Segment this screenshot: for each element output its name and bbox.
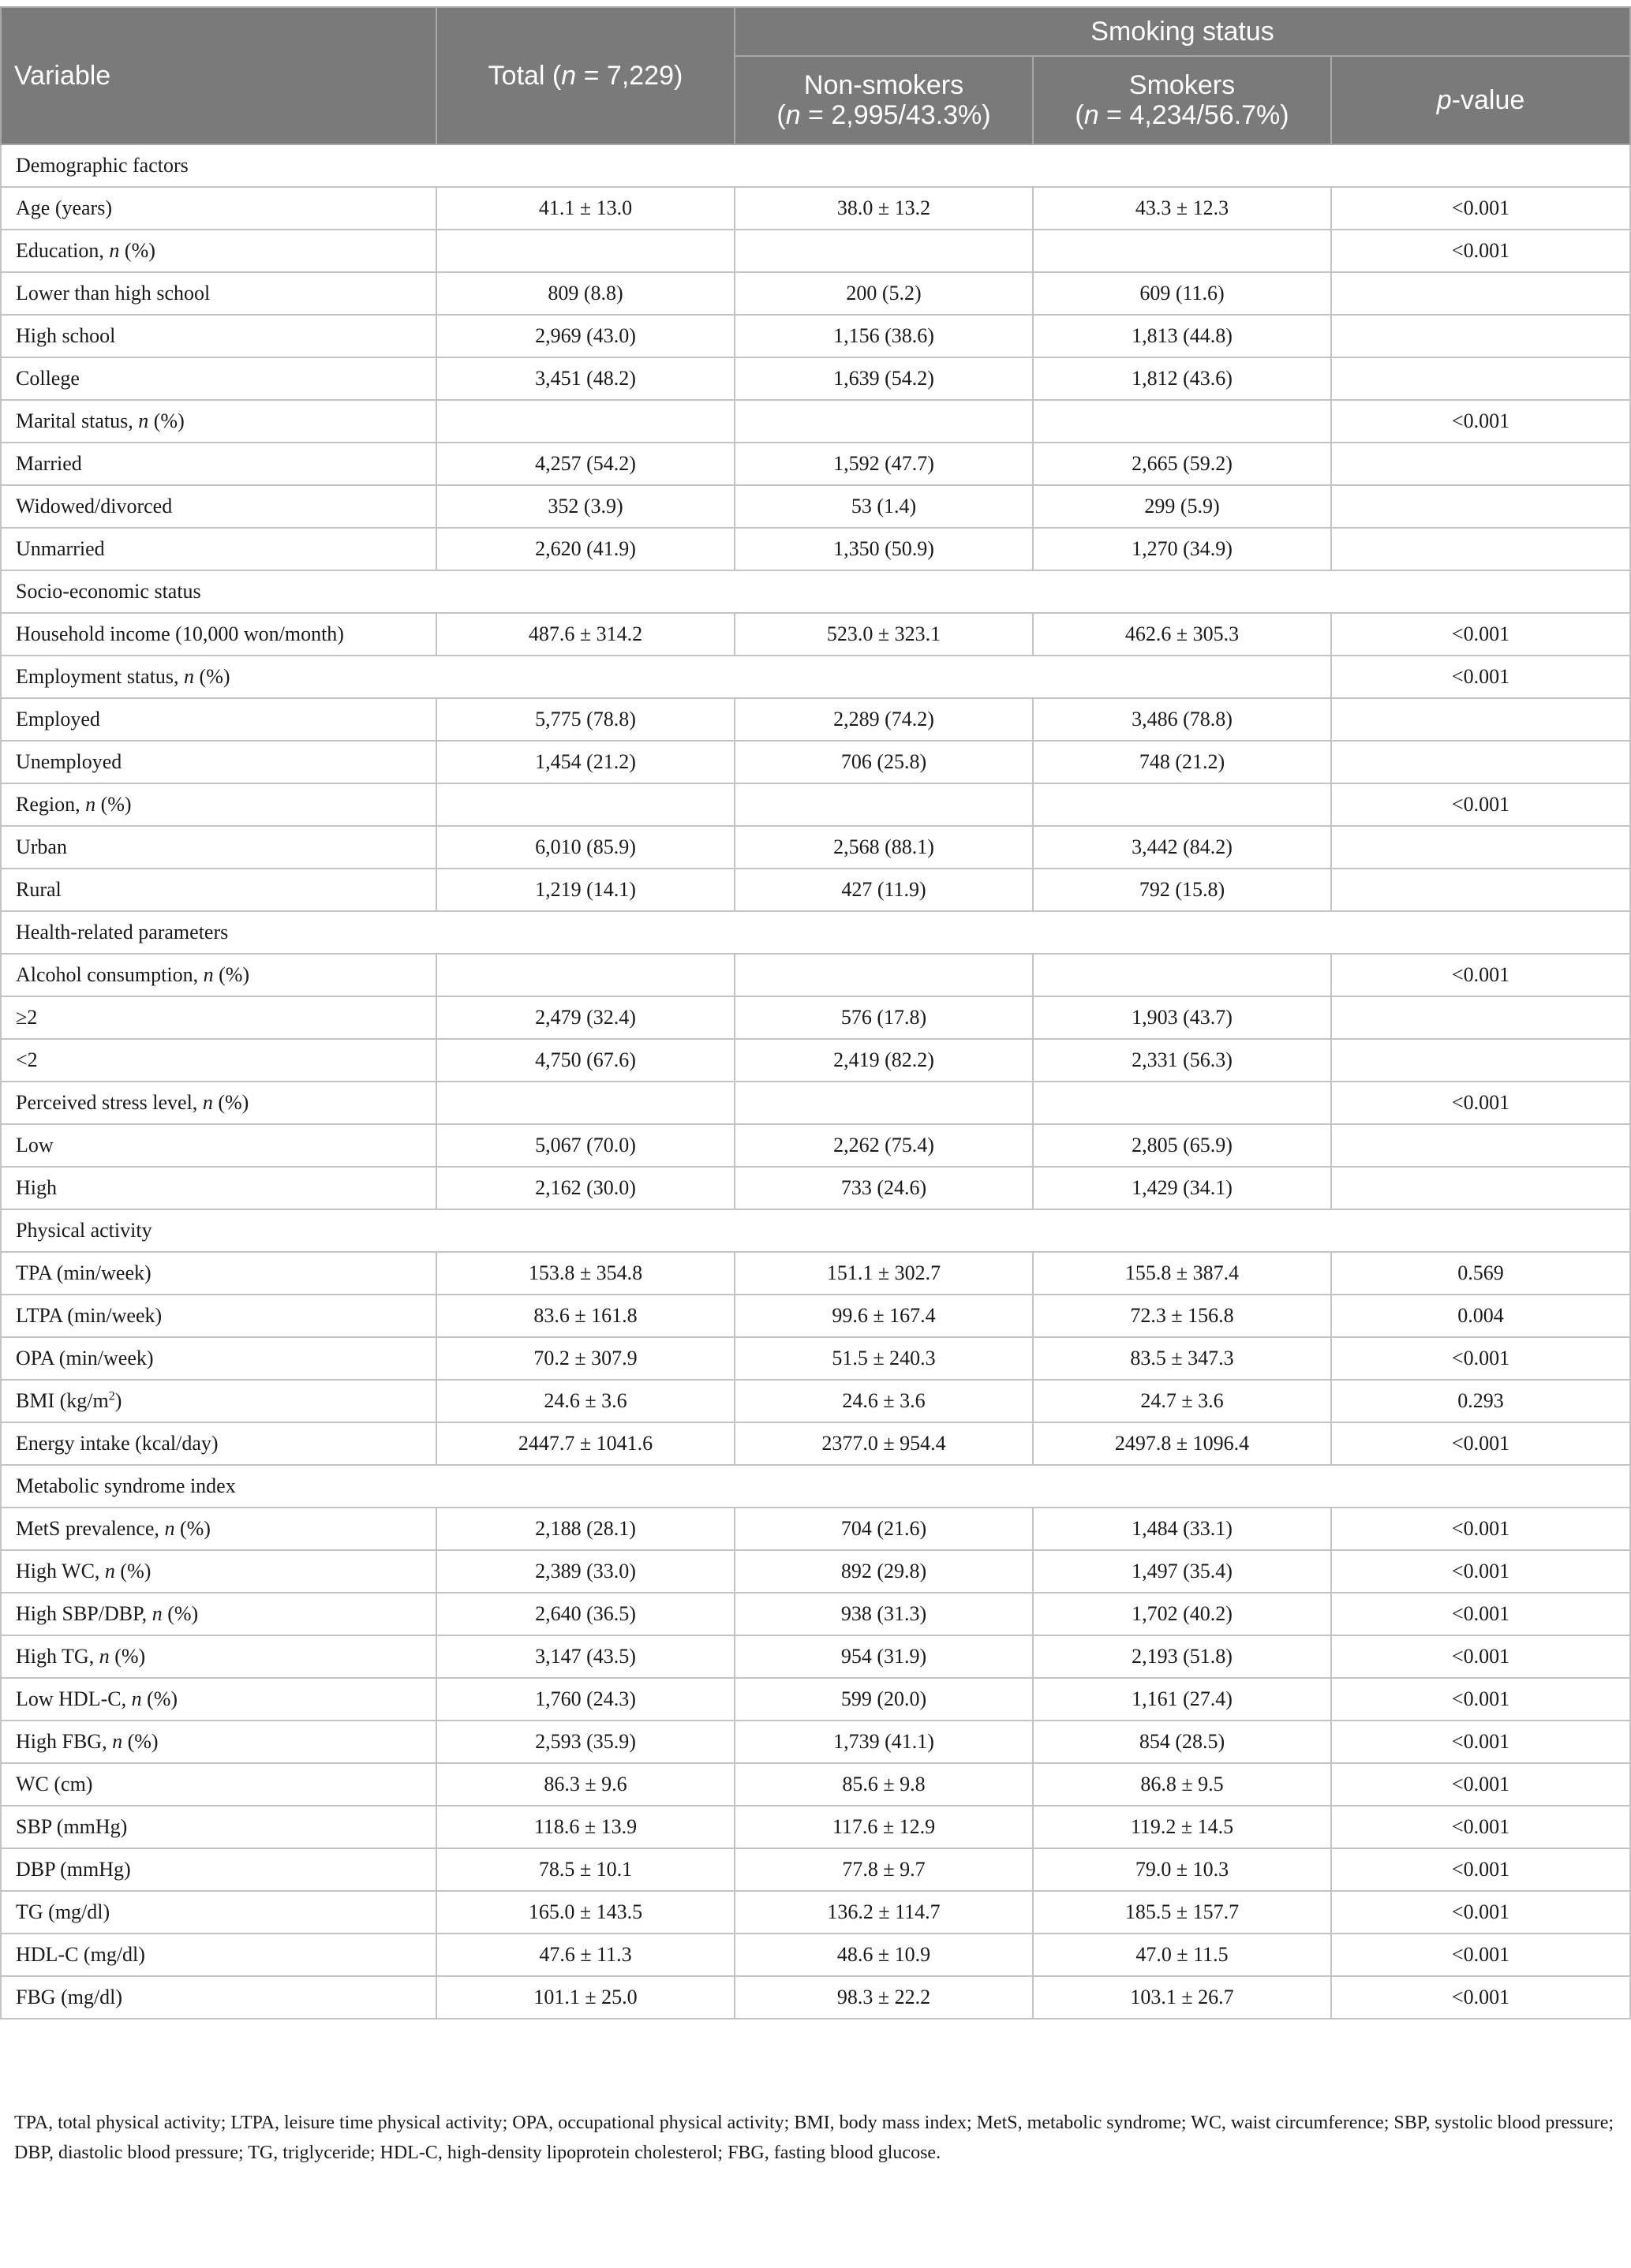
table-row	[1, 1763, 1630, 1806]
cell-non-smokers: 77.8 ± 9.7	[735, 1848, 1033, 1891]
table-row	[1, 996, 1630, 1039]
table-row	[1, 187, 1630, 230]
cell-non-smokers: 53 (1.4)	[735, 485, 1033, 528]
header-variable: Variable	[1, 7, 436, 144]
cell-total: 1,454 (21.2)	[436, 741, 735, 783]
row-label: Employment status, n (%)	[1, 656, 1331, 698]
cell-smokers: 2497.8 ± 1096.4	[1033, 1422, 1331, 1465]
cell-smokers: 299 (5.9)	[1033, 485, 1331, 528]
cell-total: 3,147 (43.5)	[436, 1635, 735, 1678]
cell-non-smokers: 24.6 ± 3.6	[735, 1380, 1033, 1422]
cell-smokers: 3,442 (84.2)	[1033, 826, 1331, 869]
row-label: Marital status, n (%)	[1, 400, 436, 443]
row-label: HDL-C (mg/dl)	[1, 1934, 436, 1976]
cell-p-value: <0.001	[1331, 1721, 1630, 1763]
cell-total: 1,219 (14.1)	[436, 869, 735, 911]
cell-total: 487.6 ± 314.2	[436, 613, 735, 656]
table-row	[1, 443, 1630, 485]
table-row	[1, 1635, 1630, 1678]
header-smokers: Smokers (n = 4,234/56.7%)	[1033, 56, 1331, 144]
row-label: Region, n (%)	[1, 783, 436, 826]
row-label: Rural	[1, 869, 436, 911]
cell-total: 78.5 ± 10.1	[436, 1848, 735, 1891]
cell-smokers: 86.8 ± 9.5	[1033, 1763, 1331, 1806]
cell-non-smokers: 2377.0 ± 954.4	[735, 1422, 1033, 1465]
table-row	[1, 1721, 1630, 1763]
cell-smokers: 1,702 (40.2)	[1033, 1593, 1331, 1635]
section-label: Physical activity	[1, 1209, 1630, 1252]
cell-non-smokers	[735, 1082, 1033, 1124]
cell-non-smokers: 151.1 ± 302.7	[735, 1252, 1033, 1295]
table-row	[1, 1082, 1630, 1124]
row-label: Low HDL-C, n (%)	[1, 1678, 436, 1721]
table-row	[1, 1934, 1630, 1976]
header-non-smokers: Non-smokers (n = 2,995/43.3%)	[735, 56, 1033, 144]
cell-p-value	[1331, 698, 1630, 741]
cell-p-value	[1331, 272, 1630, 315]
cell-total: 1,760 (24.3)	[436, 1678, 735, 1721]
table-row	[1, 1976, 1630, 2019]
cell-non-smokers: 99.6 ± 167.4	[735, 1295, 1033, 1337]
cell-smokers: 3,486 (78.8)	[1033, 698, 1331, 741]
table-row	[1, 400, 1630, 443]
cell-smokers: 609 (11.6)	[1033, 272, 1331, 315]
table-row	[1, 954, 1630, 996]
table-row	[1, 315, 1630, 357]
cell-smokers: 854 (28.5)	[1033, 1721, 1331, 1763]
cell-non-smokers: 706 (25.8)	[735, 741, 1033, 783]
cell-total	[436, 400, 735, 443]
cell-p-value: <0.001	[1331, 656, 1630, 698]
cell-non-smokers: 51.5 ± 240.3	[735, 1337, 1033, 1380]
row-label: WC (cm)	[1, 1763, 436, 1806]
cell-non-smokers: 523.0 ± 323.1	[735, 613, 1033, 656]
cell-smokers: 462.6 ± 305.3	[1033, 613, 1331, 656]
table-row	[1, 357, 1630, 400]
row-label: Lower than high school	[1, 272, 436, 315]
cell-non-smokers: 733 (24.6)	[735, 1167, 1033, 1209]
table-row	[1, 1678, 1630, 1721]
cell-total: 2,188 (28.1)	[436, 1508, 735, 1550]
cell-non-smokers: 2,262 (75.4)	[735, 1124, 1033, 1167]
row-label: TG (mg/dl)	[1, 1891, 436, 1934]
cell-p-value: <0.001	[1331, 230, 1630, 272]
cell-smokers: 1,429 (34.1)	[1033, 1167, 1331, 1209]
cell-smokers: 1,484 (33.1)	[1033, 1508, 1331, 1550]
row-label: ≥2	[1, 996, 436, 1039]
cell-smokers: 2,193 (51.8)	[1033, 1635, 1331, 1678]
cell-non-smokers: 200 (5.2)	[735, 272, 1033, 315]
cell-total: 2,969 (43.0)	[436, 315, 735, 357]
cell-smokers: 72.3 ± 156.8	[1033, 1295, 1331, 1337]
cell-total: 2447.7 ± 1041.6	[436, 1422, 735, 1465]
row-label: High FBG, n (%)	[1, 1721, 436, 1763]
cell-p-value: <0.001	[1331, 1763, 1630, 1806]
cell-p-value: <0.001	[1331, 1550, 1630, 1593]
cell-non-smokers: 136.2 ± 114.7	[735, 1891, 1033, 1934]
cell-non-smokers: 938 (31.3)	[735, 1593, 1033, 1635]
row-label: FBG (mg/dl)	[1, 1976, 436, 2019]
cell-p-value: <0.001	[1331, 1422, 1630, 1465]
cell-p-value	[1331, 741, 1630, 783]
cell-non-smokers: 1,639 (54.2)	[735, 357, 1033, 400]
cell-non-smokers: 117.6 ± 12.9	[735, 1806, 1033, 1848]
cell-p-value: 0.293	[1331, 1380, 1630, 1422]
row-label: High WC, n (%)	[1, 1550, 436, 1593]
table-footnote: TPA, total physical activity; LTPA, leisure time physical activity; OPA, occupational physical activity; BMI, body mass index; MetS, metabolic syndrome; WC, waist circumference; SBP, systolic blood pressure; DBP, diastolic blood pressure; TG, triglyceride; HDL-C, high-density lipoprotein cholesterol; FBG, fasting blood glucose.	[14, 2113, 1614, 2163]
cell-p-value: <0.001	[1331, 187, 1630, 230]
cell-total: 165.0 ± 143.5	[436, 1891, 735, 1934]
row-label: Low	[1, 1124, 436, 1167]
cell-smokers: 1,812 (43.6)	[1033, 357, 1331, 400]
cell-smokers	[1033, 1082, 1331, 1124]
header-p-value: p-value	[1331, 56, 1630, 144]
table-row	[1, 230, 1630, 272]
cell-smokers: 47.0 ± 11.5	[1033, 1934, 1331, 1976]
section-row	[1, 570, 1630, 613]
table-row	[1, 1167, 1630, 1209]
row-label: TPA (min/week)	[1, 1252, 436, 1295]
cell-total: 4,257 (54.2)	[436, 443, 735, 485]
row-label: Widowed/divorced	[1, 485, 436, 528]
cell-p-value	[1331, 996, 1630, 1039]
cell-non-smokers	[735, 230, 1033, 272]
cell-total: 6,010 (85.9)	[436, 826, 735, 869]
cell-p-value: <0.001	[1331, 1508, 1630, 1550]
cell-smokers	[1033, 400, 1331, 443]
header-smoking-status: Smoking status	[735, 7, 1630, 56]
cell-p-value: <0.001	[1331, 1806, 1630, 1848]
section-label: Socio-economic status	[1, 570, 1630, 613]
header-total: Total (n = 7,229)	[436, 7, 735, 144]
cell-p-value: <0.001	[1331, 1337, 1630, 1380]
cell-smokers: 2,805 (65.9)	[1033, 1124, 1331, 1167]
cell-smokers: 155.8 ± 387.4	[1033, 1252, 1331, 1295]
row-label: Energy intake (kcal/day)	[1, 1422, 436, 1465]
cell-total: 24.6 ± 3.6	[436, 1380, 735, 1422]
cell-p-value: <0.001	[1331, 1934, 1630, 1976]
cell-total: 2,479 (32.4)	[436, 996, 735, 1039]
cell-p-value: <0.001	[1331, 1976, 1630, 2019]
cell-total: 352 (3.9)	[436, 485, 735, 528]
cell-p-value: 0.569	[1331, 1252, 1630, 1295]
cell-smokers: 83.5 ± 347.3	[1033, 1337, 1331, 1380]
cell-smokers: 79.0 ± 10.3	[1033, 1848, 1331, 1891]
cell-total: 41.1 ± 13.0	[436, 187, 735, 230]
cell-total: 3,451 (48.2)	[436, 357, 735, 400]
table-row	[1, 485, 1630, 528]
table-row	[1, 698, 1630, 741]
cell-total: 83.6 ± 161.8	[436, 1295, 735, 1337]
row-label: DBP (mmHg)	[1, 1848, 436, 1891]
section-row	[1, 1465, 1630, 1508]
table-row	[1, 656, 1630, 698]
cell-smokers: 792 (15.8)	[1033, 869, 1331, 911]
row-label: Unemployed	[1, 741, 436, 783]
row-label: LTPA (min/week)	[1, 1295, 436, 1337]
cell-p-value	[1331, 528, 1630, 570]
section-row	[1, 911, 1630, 954]
cell-smokers: 1,903 (43.7)	[1033, 996, 1331, 1039]
table-row	[1, 1806, 1630, 1848]
cell-p-value	[1331, 315, 1630, 357]
row-label: OPA (min/week)	[1, 1337, 436, 1380]
row-label: SBP (mmHg)	[1, 1806, 436, 1848]
table-row	[1, 272, 1630, 315]
cell-total: 2,162 (30.0)	[436, 1167, 735, 1209]
cell-total: 70.2 ± 307.9	[436, 1337, 735, 1380]
cell-non-smokers	[735, 783, 1033, 826]
cell-total: 153.8 ± 354.8	[436, 1252, 735, 1295]
cell-smokers: 2,331 (56.3)	[1033, 1039, 1331, 1082]
cell-p-value: <0.001	[1331, 954, 1630, 996]
cell-total: 4,750 (67.6)	[436, 1039, 735, 1082]
table-row	[1, 869, 1630, 911]
cell-total	[436, 954, 735, 996]
table-row	[1, 1550, 1630, 1593]
cell-total: 2,620 (41.9)	[436, 528, 735, 570]
cell-total: 2,593 (35.9)	[436, 1721, 735, 1763]
cell-p-value: <0.001	[1331, 1082, 1630, 1124]
section-row	[1, 144, 1630, 187]
table-row	[1, 613, 1630, 656]
cell-non-smokers: 85.6 ± 9.8	[735, 1763, 1033, 1806]
row-label: High	[1, 1167, 436, 1209]
row-label: Employed	[1, 698, 436, 741]
cell-smokers: 1,270 (34.9)	[1033, 528, 1331, 570]
table-body	[1, 144, 1630, 2019]
cell-p-value	[1331, 1167, 1630, 1209]
table-row	[1, 783, 1630, 826]
table-row	[1, 1891, 1630, 1934]
cell-p-value: <0.001	[1331, 1848, 1630, 1891]
cell-non-smokers: 2,289 (74.2)	[735, 698, 1033, 741]
row-label: High TG, n (%)	[1, 1635, 436, 1678]
cell-non-smokers: 427 (11.9)	[735, 869, 1033, 911]
cell-total: 5,775 (78.8)	[436, 698, 735, 741]
cell-p-value	[1331, 357, 1630, 400]
cell-non-smokers: 576 (17.8)	[735, 996, 1033, 1039]
cell-smokers: 748 (21.2)	[1033, 741, 1331, 783]
cell-total: 809 (8.8)	[436, 272, 735, 315]
cell-smokers: 24.7 ± 3.6	[1033, 1380, 1331, 1422]
cell-non-smokers	[735, 954, 1033, 996]
row-label: Age (years)	[1, 187, 436, 230]
row-label: High school	[1, 315, 436, 357]
cell-smokers	[1033, 230, 1331, 272]
cell-non-smokers	[735, 400, 1033, 443]
cell-p-value: <0.001	[1331, 1891, 1630, 1934]
cell-smokers: 103.1 ± 26.7	[1033, 1976, 1331, 2019]
table-container	[0, 6, 1631, 2020]
cell-smokers: 43.3 ± 12.3	[1033, 187, 1331, 230]
table-row	[1, 1337, 1630, 1380]
cell-p-value	[1331, 826, 1630, 869]
cell-p-value: <0.001	[1331, 400, 1630, 443]
section-label: Metabolic syndrome index	[1, 1465, 1630, 1508]
cell-smokers: 119.2 ± 14.5	[1033, 1806, 1331, 1848]
table-row	[1, 826, 1630, 869]
cell-non-smokers: 38.0 ± 13.2	[735, 187, 1033, 230]
cell-p-value	[1331, 443, 1630, 485]
cell-non-smokers: 1,592 (47.7)	[735, 443, 1033, 485]
cell-p-value	[1331, 485, 1630, 528]
row-label: College	[1, 357, 436, 400]
cell-smokers	[1033, 954, 1331, 996]
cell-non-smokers: 954 (31.9)	[735, 1635, 1033, 1678]
row-label: Urban	[1, 826, 436, 869]
cell-non-smokers: 2,568 (88.1)	[735, 826, 1033, 869]
cell-smokers: 1,161 (27.4)	[1033, 1678, 1331, 1721]
table-row	[1, 1039, 1630, 1082]
cell-smokers: 2,665 (59.2)	[1033, 443, 1331, 485]
cell-total: 47.6 ± 11.3	[436, 1934, 735, 1976]
row-label: Household income (10,000 won/month)	[1, 613, 436, 656]
row-label: Perceived stress level, n (%)	[1, 1082, 436, 1124]
table-row	[1, 1422, 1630, 1465]
cell-total: 118.6 ± 13.9	[436, 1806, 735, 1848]
table-row	[1, 1124, 1630, 1167]
section-label: Demographic factors	[1, 144, 1630, 187]
cell-p-value	[1331, 869, 1630, 911]
cell-total	[436, 1082, 735, 1124]
row-label: Unmarried	[1, 528, 436, 570]
cell-smokers: 185.5 ± 157.7	[1033, 1891, 1331, 1934]
cell-total	[436, 230, 735, 272]
cell-p-value: 0.004	[1331, 1295, 1630, 1337]
cell-non-smokers: 892 (29.8)	[735, 1550, 1033, 1593]
table-row	[1, 741, 1630, 783]
row-label: Education, n (%)	[1, 230, 436, 272]
cell-p-value: <0.001	[1331, 1593, 1630, 1635]
cell-smokers: 1,497 (35.4)	[1033, 1550, 1331, 1593]
table-row	[1, 1295, 1630, 1337]
section-label: Health-related parameters	[1, 911, 1630, 954]
cell-non-smokers: 1,156 (38.6)	[735, 315, 1033, 357]
table-row	[1, 1593, 1630, 1635]
cell-p-value: <0.001	[1331, 1678, 1630, 1721]
cell-non-smokers: 48.6 ± 10.9	[735, 1934, 1033, 1976]
cell-p-value: <0.001	[1331, 1635, 1630, 1678]
cell-total: 2,640 (36.5)	[436, 1593, 735, 1635]
table-row	[1, 1848, 1630, 1891]
cell-total	[436, 783, 735, 826]
cell-non-smokers: 599 (20.0)	[735, 1678, 1033, 1721]
table-header	[1, 7, 1630, 144]
cell-p-value	[1331, 1124, 1630, 1167]
cell-total: 2,389 (33.0)	[436, 1550, 735, 1593]
cell-smokers: 1,813 (44.8)	[1033, 315, 1331, 357]
section-row	[1, 1209, 1630, 1252]
row-label: Alcohol consumption, n (%)	[1, 954, 436, 996]
cell-total: 5,067 (70.0)	[436, 1124, 735, 1167]
cell-smokers	[1033, 783, 1331, 826]
row-label: BMI $(kg/m^2)$	[1, 1380, 436, 1422]
table-row	[1, 1380, 1630, 1422]
cell-p-value: <0.001	[1331, 613, 1630, 656]
row-label: <2	[1, 1039, 436, 1082]
row-label: Married	[1, 443, 436, 485]
cell-p-value: <0.001	[1331, 783, 1630, 826]
table-row	[1, 528, 1630, 570]
cell-total: 101.1 ± 25.0	[436, 1976, 735, 2019]
row-label: MetS prevalence, n (%)	[1, 1508, 436, 1550]
cell-non-smokers: 2,419 (82.2)	[735, 1039, 1033, 1082]
cell-total: 86.3 ± 9.6	[436, 1763, 735, 1806]
row-label: High SBP/DBP, n (%)	[1, 1593, 436, 1635]
cell-non-smokers: 98.3 ± 22.2	[735, 1976, 1033, 2019]
cell-non-smokers: 1,739 (41.1)	[735, 1721, 1033, 1763]
cell-non-smokers: 1,350 (50.9)	[735, 528, 1033, 570]
cell-p-value	[1331, 1039, 1630, 1082]
table-row	[1, 1508, 1630, 1550]
table-row	[1, 1252, 1630, 1295]
cell-non-smokers: 704 (21.6)	[735, 1508, 1033, 1550]
smoking-status-table	[0, 6, 1631, 2020]
